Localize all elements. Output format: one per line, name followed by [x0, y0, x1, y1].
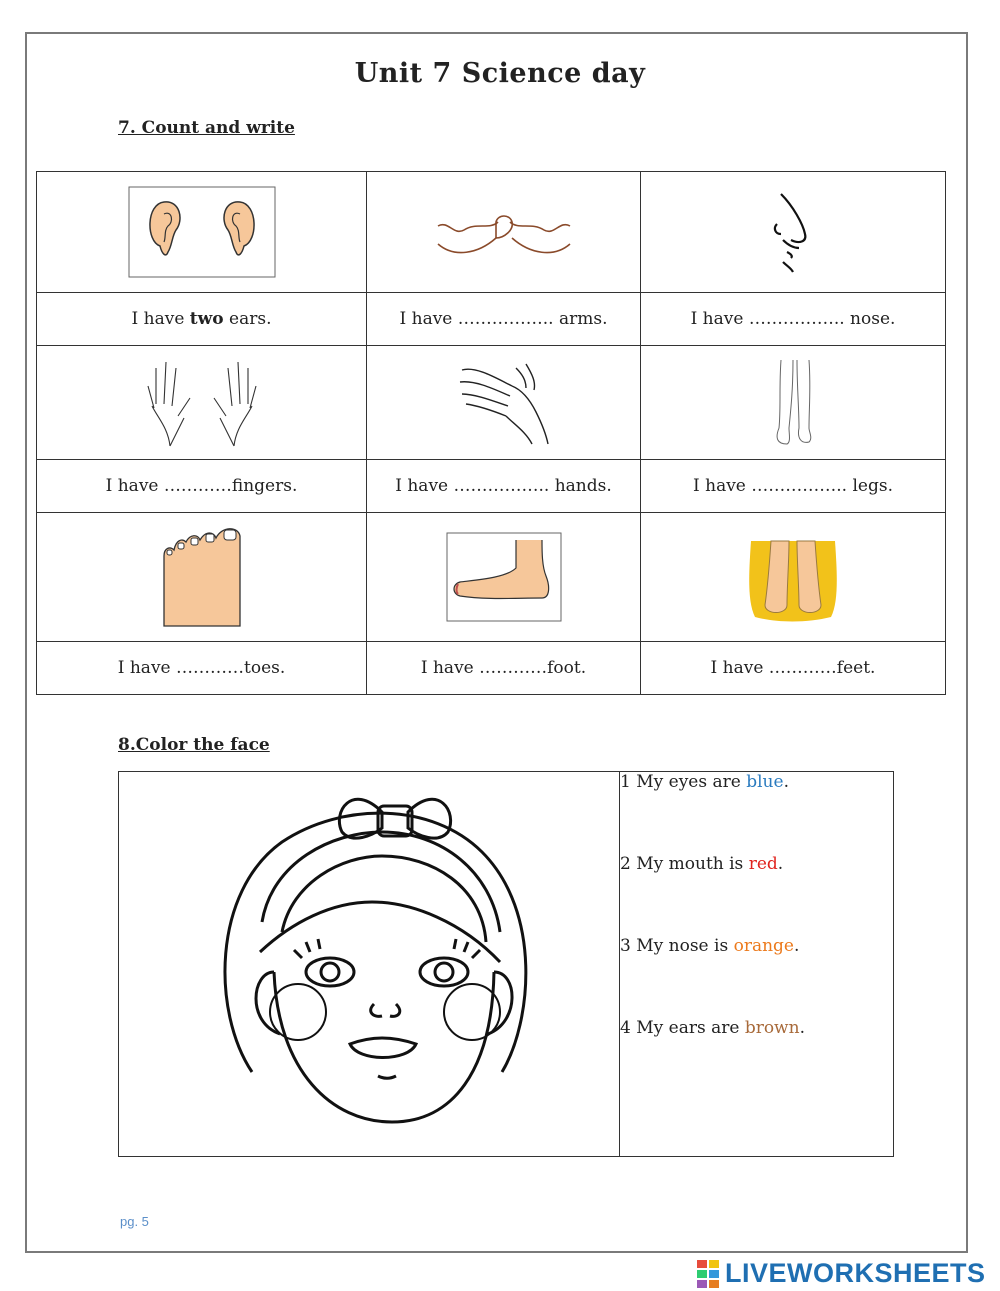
caption-nose[interactable]: I have …………….. nose. — [641, 293, 946, 346]
sentences-cell — [620, 772, 894, 1157]
arms-picture-cell — [367, 172, 641, 293]
page-title: Unit 7 Science day — [354, 58, 646, 89]
caption-ears: I have two ears. — [37, 293, 367, 346]
count-and-write-table — [36, 171, 946, 695]
ears-icon — [128, 186, 276, 278]
caption-toes[interactable]: I have …………toes. — [37, 642, 367, 695]
toes-icon — [160, 526, 244, 628]
caption-fingers[interactable]: I have …………fingers. — [37, 460, 367, 513]
foot-icon — [446, 532, 562, 622]
sentence-ears: 4 My ears are brown. — [620, 1018, 805, 1038]
sentence-mouth: 2 My mouth is red. — [620, 854, 784, 874]
toes-picture-cell — [37, 513, 367, 642]
sentence-eyes: 1 My eyes are blue. — [620, 772, 789, 792]
fingers-picture-cell — [37, 346, 367, 460]
feet-icon — [747, 531, 839, 623]
feet-picture-cell — [641, 513, 946, 642]
color-word-red: red — [748, 854, 778, 874]
color-word-orange: orange — [733, 936, 794, 956]
face-drawing-cell — [119, 772, 620, 1157]
color-word-blue: blue — [746, 772, 784, 792]
caption-legs[interactable]: I have …………….. legs. — [641, 460, 946, 513]
liveworksheets-logo[interactable] — [697, 1258, 986, 1289]
hands-icon — [456, 360, 552, 446]
ears-picture-cell — [37, 172, 367, 293]
foot-picture-cell — [367, 513, 641, 642]
section-7-heading: 7. Count and write — [118, 118, 295, 138]
section-8-heading: 8.Color the face — [118, 735, 270, 755]
answer-two: two — [189, 309, 224, 329]
arms-icon — [434, 200, 574, 264]
sentence-nose: 3 My nose is orange. — [620, 936, 800, 956]
legs-icon — [763, 358, 823, 448]
caption-feet[interactable]: I have …………feet. — [641, 642, 946, 695]
caption-arms[interactable]: I have …………….. arms. — [367, 293, 641, 346]
page-number: pg. 5 — [120, 1214, 149, 1229]
liveworksheets-logo-icon — [697, 1260, 721, 1288]
girl-face-icon[interactable] — [182, 772, 562, 1152]
nose-icon — [763, 190, 823, 274]
nose-picture-cell — [641, 172, 946, 293]
fingers-icon — [140, 358, 264, 448]
color-word-brown: brown — [744, 1018, 800, 1038]
caption-foot[interactable]: I have …………foot. — [367, 642, 641, 695]
legs-picture-cell — [641, 346, 946, 460]
hands-picture-cell — [367, 346, 641, 460]
caption-hands[interactable]: I have …………….. hands. — [367, 460, 641, 513]
color-the-face-table — [118, 771, 894, 1157]
brand-name: LIVEWORKSHEETS — [725, 1258, 986, 1288]
